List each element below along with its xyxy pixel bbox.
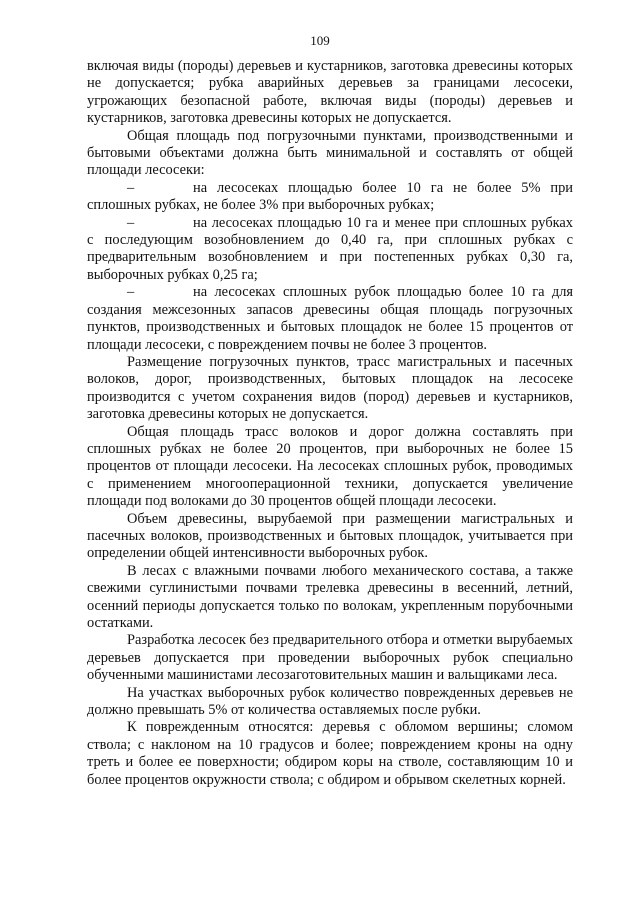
paragraph: Размещение погрузочных пунктов, трасс магистральных и пасечных волоков, дорог, производственных, бытовых площадок на лесосеке производится с учетом сохранения видов (пород) деревьев и кустарников, заготовка древесины которых не допускается. <box>87 353 573 423</box>
paragraph: К поврежденным относятся: деревья с обломом вершины; сломом ствола; с наклоном на 10 градусов и более; повреждением кроны на одну треть и более ее поверхности; обдиром коры на стволе, составляющим 10 и более процентов окружности ствола; с обдиром и обрывом скелетных корней. <box>87 719 573 788</box>
list-item <box>87 284 573 354</box>
paragraph: В лесах с влажными почвами любого механического состава, а также свежими суглинистыми почвами трелевка древесины в весенний, летний, осенний периоды допускается только по волокам, укрепленным порубочными остатками. <box>87 562 573 631</box>
paragraph: Общая площадь трасс волоков и дорог должна составлять при сплошных рубках не более 20 процентов, при выборочных не более 15 процентов от площади лесосеки. На лесосеках сплошных рубок, проводимых с применением многооперационной техники, допускается увеличение площади под волоками до 30 процентов общей площади лесосеки. <box>87 423 573 510</box>
paragraph: Объем древесины, вырубаемой при размещении магистральных и пасечных волоков, производственных и бытовых площадок, учитывается при определении общей интенсивности выборочных рубок. <box>87 510 573 562</box>
list-item <box>87 180 573 215</box>
list-item <box>87 215 573 285</box>
paragraph: Общая площадь под погрузочными пунктами, производственными и бытовыми объектами должна быть минимальной и составлять от общей площади лесосеки: <box>87 127 573 179</box>
list-item-text: на лесосеках площадью 10 га и менее при сплошных рубках с последующим возобновлением до 0,40 га, при сплошных рубках с предварительным возобновлением и при постепенных рубках 0,30 га, выборочных рубках 0,25 га; <box>87 214 573 283</box>
list-item-text: на лесосеках сплошных рубок площадью более 10 га для создания межсезонных запасов древесины общая площадь погрузочных пунктов, производственных и бытовых площадок не более 15 процентов от площади лесосеки, с повреждением почвы не более 3 процентов. <box>87 284 573 353</box>
paragraph: На участках выборочных рубок количество поврежденных деревьев не должно превышать 5% от количества оставляемых после рубки. <box>87 684 573 719</box>
body-text <box>87 58 573 789</box>
list-dash: – <box>127 214 135 231</box>
paragraph: включая виды (породы) деревьев и кустарников, заготовка древесины которых не допускается; рубка аварийных деревьев за границами лесосеки, угрожающих безопасной работе, включая виды (породы) деревьев и кустарников, заготовка древесины которых не допускается. <box>87 58 573 127</box>
paragraph: Разработка лесосек без предварительного отбора и отметки вырубаемых деревьев допускается при проведении выборочных рубок специально обученными машинистами лесозаготовительных машин и вальщиками леса. <box>87 632 573 684</box>
list-item-text: на лесосеках площадью более 10 га не более 5% при сплошных рубках, не более 3% при выборочных рубках; <box>87 179 573 214</box>
list-dash: – <box>127 284 135 301</box>
page-number: 109 <box>310 33 330 48</box>
list-dash: – <box>127 179 135 196</box>
